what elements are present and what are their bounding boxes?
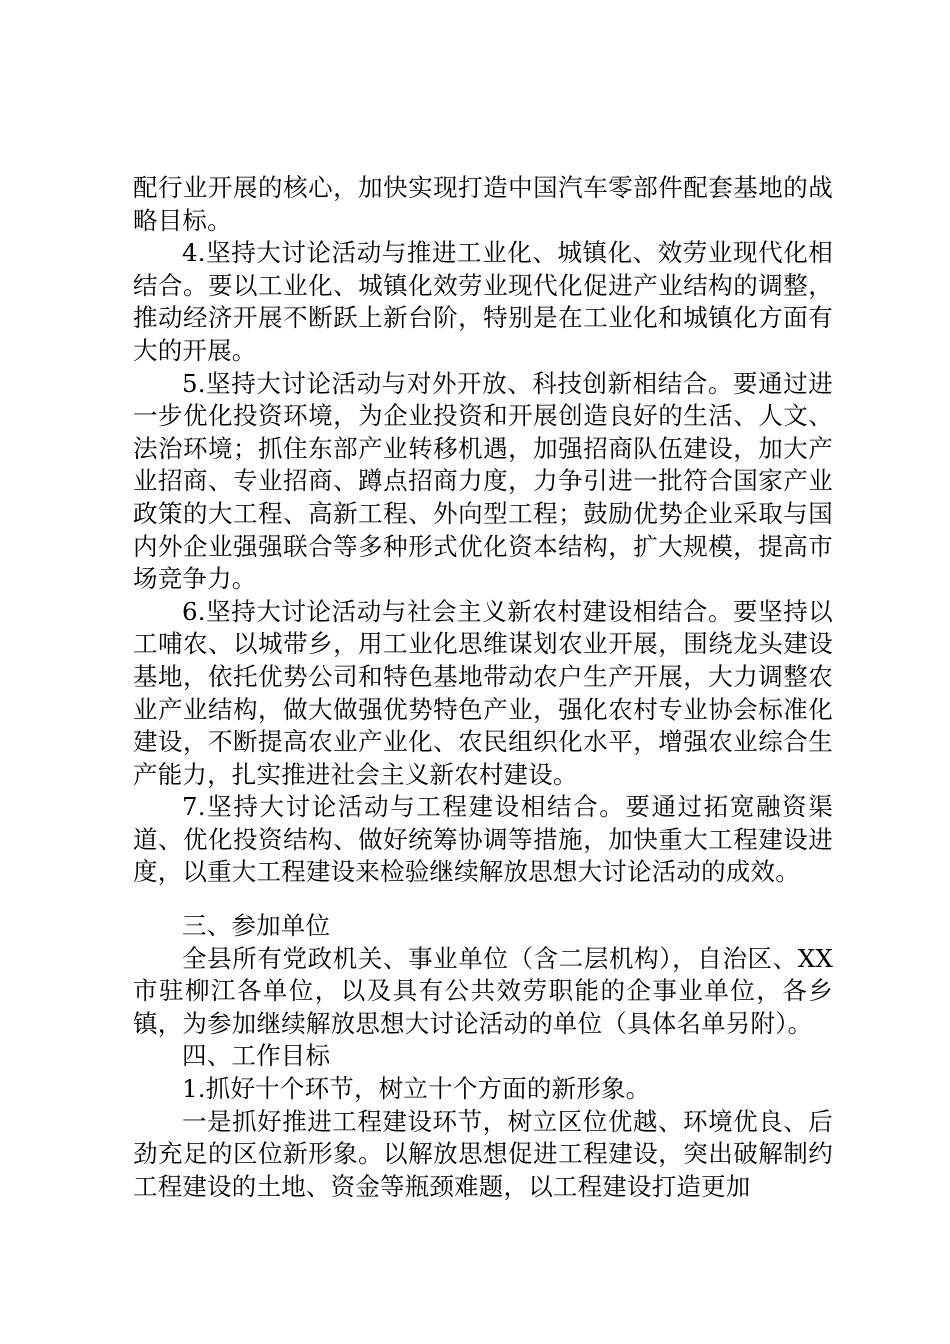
paragraph-item-7: 7.坚持大讨论活动与工程建设相结合。要通过拓宽融资渠道、优化投资结构、做好统筹协调等措施，加快重大工程建设进度，以重大工程建设来检验继续解放思想大讨论活动的成效。 bbox=[133, 792, 833, 887]
paragraph-participants: 全县所有党政机关、事业单位（含二层机构），自治区、XX市驻柳江各单位，以及具有公共效劳职能的企事业单位，各乡镇，为参加继续解放思想大讨论活动的单位（具体名单另附）。 bbox=[133, 943, 833, 1038]
section-heading-participants: 三、参加单位 bbox=[182, 911, 331, 941]
paragraph-goal-1: 1.抓好十个环节，树立十个方面的新形象。 bbox=[182, 1074, 651, 1104]
paragraph-continuation: 配行业开展的核心，加快实现打造中国汽车零部件配套基地的战略目标。 bbox=[133, 173, 833, 235]
paragraph-item-5: 5.坚持大讨论活动与对外开放、科技创新相结合。要通过进一步优化投资环境，为企业投资和开展创造良好的生活、人文、法治环境；抓住东部产业转移机遇，加强招商队伍建设，加大产业招商、专业招商、蹲点招商力度，力争引进一批符合国家产业政策的大工程、高新工程、外向型工程；鼓励优势企业采取与国内外企业强强联合等多种形式优化资本结构，扩大规模，提高市场竞争力。 bbox=[133, 368, 833, 594]
paragraph-item-4: 4.坚持大讨论活动与推进工业化、城镇化、效劳业现代化相结合。要以工业化、城镇化效劳业现代化促进产业结构的调整，推动经济开展不断跃上新台阶，特别是在工业化和城镇化方面有大的开展。 bbox=[133, 238, 833, 365]
section-heading-goals: 四、工作目标 bbox=[182, 1041, 331, 1071]
document-body bbox=[133, 172, 833, 1203]
paragraph-goal-1-detail: 一是抓好推进工程建设环节，树立区位优越、环境优良、后劲充足的区位新形象。以解放思想促进工程建设，突出破解制约工程建设的土地、资金等瓶颈难题，以工程建设打造更加 bbox=[133, 1106, 833, 1201]
paragraph-item-6: 6.坚持大讨论活动与社会主义新农村建设相结合。要坚持以工哺农、以城带乡，用工业化思维谋划农业开展，围绕龙头建设基地，依托优势公司和特色基地带动农户生产开展，大力调整农业产业结构，做大做强优势特色产业，强化农村专业协会标准化建设，不断提高农业产业化、农民组织化水平，增强农业综合生产能力，扎实推进社会主义新农村建设。 bbox=[133, 596, 833, 789]
